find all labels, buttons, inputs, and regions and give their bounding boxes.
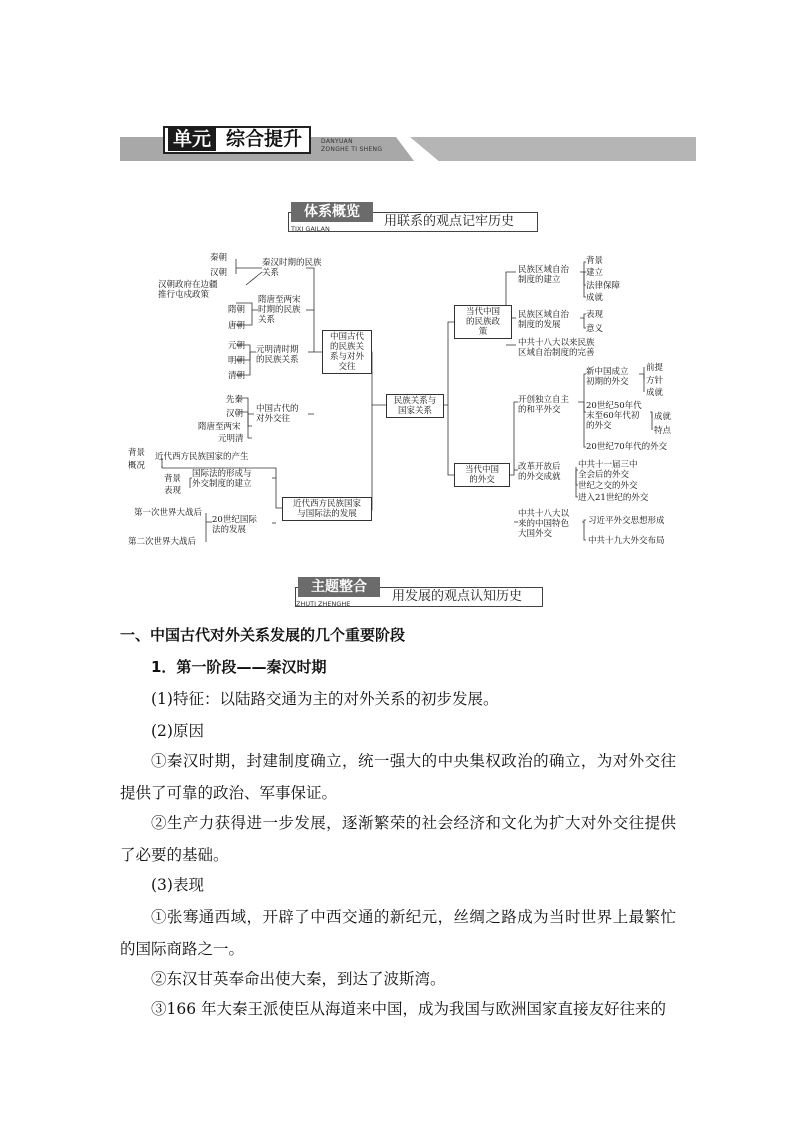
node-nc-result: 成就: [646, 388, 664, 398]
banner-title-unit: 单元: [168, 127, 216, 151]
node-c19-layout: 中共十九大外交布局: [588, 536, 665, 546]
node-nc-policy: 方针: [646, 376, 664, 386]
node-modern-west: 近代西方民族国家 与国际法的发展: [282, 497, 372, 521]
node-foreign: 中国古代的 对外交往: [256, 404, 299, 424]
node-qinhan: 秦汉时期的民族 关系: [262, 258, 322, 278]
node-dev-sig: 意义: [586, 324, 604, 334]
overview-pinyin: TIXI GAILAN: [291, 225, 330, 233]
node-west-nation: 近代西方民族国家的产生: [155, 452, 249, 462]
banner-pinyin: DANYUAN ZONGHE TI SHENG: [321, 138, 383, 153]
paragraph-feature: (1)特征：以陆路交通为主的对外关系的初步发展。: [151, 690, 499, 708]
paragraph-perf-3: ③166 年大秦王派使臣从海道来中国，成为我国与欧洲国家直接友好往来的: [151, 1000, 667, 1018]
paragraph-reason-2: ②生产力获得进一步发展，逐渐繁荣的社会经济和文化为扩大对外交往提供了必要的基础。: [120, 814, 676, 864]
node-s50-feature: 特点: [654, 426, 672, 436]
overview-subtitle: 用联系的观点记牢历史: [384, 214, 515, 229]
node-c20-law: 20世纪国际 法的发展: [212, 515, 257, 535]
node-ethnic-policy: 当代中国 的民族政 策: [454, 305, 512, 339]
node-suitang: 隋唐至两宋 时期的民族 关系: [258, 295, 301, 325]
node-nc-premise: 前提: [646, 363, 664, 373]
node-s50-result: 成就: [654, 412, 672, 422]
node-since18-dip: 中共十八大以 来的中国特色 大国外交: [518, 509, 570, 539]
node-han2: 汉朝: [226, 409, 244, 419]
paragraph-perf-heading: (3)表现: [151, 876, 204, 894]
node-regional-est: 民族区域自治 制度的建立: [518, 265, 570, 285]
overview-tag: 体系概览: [291, 202, 373, 222]
node-reform: 改革开放后 的外交成就: [518, 462, 561, 482]
node-est-law: 法律保障: [586, 281, 621, 291]
node-han: 汉朝: [210, 268, 228, 278]
node-dev-perf: 表现: [586, 310, 604, 320]
node-plenum: 中共十一届三中 全会后的外交: [578, 460, 638, 480]
theme-pinyin: ZHUTI ZHENGHE: [296, 600, 351, 608]
node-yuan: 元朝: [228, 341, 246, 351]
node-bg1: 背景: [128, 448, 146, 458]
node-ww2: 第二次世界大战后: [128, 537, 197, 547]
theme-tag: 主题整合: [298, 577, 380, 597]
node-qing: 清朝: [228, 371, 246, 381]
node-xi-thought: 习近平外交思想形成: [588, 516, 665, 526]
node-diplomacy: 当代中国 的外交: [454, 463, 510, 487]
node-han-gov: 汉朝政府在边疆 推行屯戍政策: [158, 280, 218, 300]
node-tang: 唐朝: [228, 321, 246, 331]
node-center: 民族关系与 国家关系: [386, 394, 444, 418]
node-sui: 隋朝: [228, 305, 246, 315]
node-ming: 明朝: [228, 356, 246, 366]
node-new21: 进入21世纪的外交: [578, 493, 649, 503]
theme-subtitle: 用发展的观点认知历史: [392, 589, 523, 604]
paragraph-reason-1: ①秦汉时期，封建制度确立，统一强大的中央集权政治的确立，为对外交往提供了可靠的政治、军事保证。: [120, 752, 676, 802]
node-new-china: 新中国成立 初期的外交: [586, 367, 629, 387]
node-yuanmingqing: 元明清: [218, 434, 244, 444]
section-heading: 一、中国古代对外关系发展的几个重要阶段: [120, 626, 406, 644]
node-s1970: 20世纪70年代的外交: [586, 442, 668, 452]
node-indep-diplomacy: 开创独立自主 的和平外交: [518, 395, 570, 415]
node-est-bg: 背景: [586, 256, 604, 266]
node-ancient-relations: 中国古代 的民族关 系与对外 交往: [322, 330, 372, 374]
node-xianqin: 先秦: [226, 395, 244, 405]
node-s1950: 20世纪50年代 末至60年代初 的外交: [586, 401, 642, 431]
node-perf2: 表现: [164, 486, 182, 496]
paragraph-perf-2: ②东汉甘英奉命出使大秦，到达了波斯湾。: [151, 970, 446, 988]
node-ww1: 第一次世界大战后: [134, 508, 203, 518]
node-regional-dev: 民族区域自治 制度的发展: [518, 310, 570, 330]
subsection-heading: 1．第一阶段——秦汉时期: [151, 658, 327, 676]
node-since18: 中共十八大以来民族 区域自治制度的完善: [518, 338, 595, 358]
node-est-result: 成就: [586, 293, 604, 303]
node-est-build: 建立: [586, 268, 604, 278]
node-century-turn: 世纪之交的外交: [578, 481, 638, 491]
node-qin: 秦朝: [210, 253, 228, 263]
node-bg2: 背景: [164, 474, 182, 484]
paragraph-perf-1: ①张骞通西域，开辟了中西交通的新纪元，丝绸之路成为当时世界上最繁忙的国际商路之一。: [120, 908, 676, 958]
node-intl-law: 国际法的形成与 外交制度的建立: [192, 469, 252, 489]
node-overview1: 概况: [128, 461, 146, 471]
paragraph-reason-heading: (2)原因: [151, 722, 204, 740]
banner-title-main: 综合提升: [225, 128, 302, 150]
node-yuanming: 元明清时期 的民族关系: [256, 345, 299, 365]
node-suitangsong: 隋唐至两宋: [198, 422, 241, 432]
